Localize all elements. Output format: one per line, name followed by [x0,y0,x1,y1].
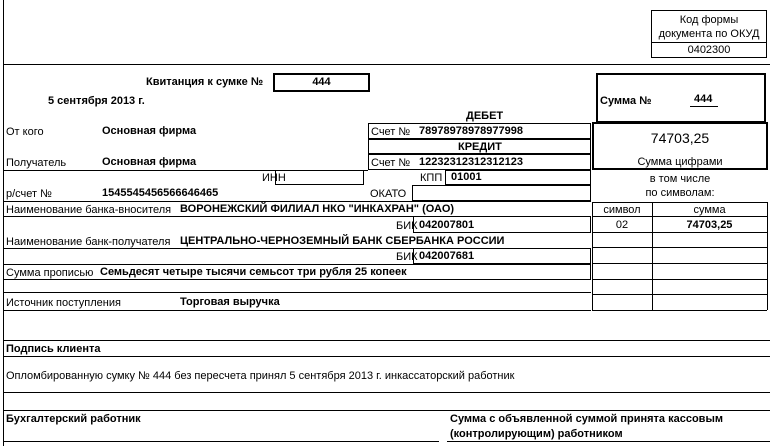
accountant-signature-line [3,441,439,442]
signature-top-rule [3,340,770,341]
okato-box [412,185,591,201]
cashier-signature-line [447,441,770,442]
recipient-label: Получатель [6,157,67,169]
recipient-value: Основная фирма [102,156,197,168]
inn-box [275,170,364,185]
okato-label: ОКАТО [370,188,407,200]
left-border [3,0,4,446]
sum-number: 444 [694,93,713,105]
amount-caption: Сумма цифрами [637,156,723,168]
words-value: Семьдесят четыре тысячи семьсот три рубля 25 копеек [100,266,407,278]
receipt-label: Квитанция к сумке № [146,76,264,88]
sealed-bag-text: Опломбированную сумку № 444 без пересчета принял 5 сентября 2013 г. инкассаторский работник [6,370,515,382]
payer-bank-value: ВОРОНЕЖСКИЙ ФИЛИАЛ НКО "ИНКАХРАН" (ОАО) [180,203,455,215]
signature-bottom-rule [3,356,770,357]
debit-header: ДЕБЕТ [466,110,504,122]
bottom-rule [3,410,770,411]
source-label: Источник поступления [6,297,121,309]
rs-value: 1545545456566646465 [102,187,219,199]
bik-label-2: БИК [396,251,418,263]
words-label: Сумма прописью [6,267,94,279]
including-line-1: в том числе [649,173,711,185]
symbol-value: 02 [615,219,629,231]
rs-label: р/счет № [6,188,52,200]
accountant-label: Бухгалтерский работник [6,413,141,425]
symbol-row-1 [592,216,767,217]
inn-label: ИНН [262,172,286,184]
amount-value: 74703,25 [650,130,710,146]
debit-account-label: Счет № [371,126,411,138]
symbol-row-3 [592,247,767,248]
credit-header: КРЕДИТ [458,141,502,153]
rs-rule [3,201,591,202]
payer-bank-label: Наименование банка-вносителя [6,204,172,216]
symbol-row-5 [592,279,767,280]
bag-number: 444 [312,76,331,88]
client-signature: Подпись клиента [6,343,101,355]
symbol-sum-header: сумма [693,204,726,216]
symbol-row-6 [592,294,767,295]
cashier-label-2: (контролирующим) работником [450,428,623,440]
receipt-date: 5 сентября 2013 г. [48,95,145,107]
cashier-label-1: Сумма с объявленной суммой принята кассовым [450,413,723,425]
source-rule [3,310,591,311]
top-rule [3,64,770,65]
symbol-header: символ [603,204,641,216]
sum-label: Сумма № [600,95,652,107]
payee-bank-label: Наименование банк-получателя [6,236,171,248]
credit-account-label: Счет № [371,157,411,169]
from-value: Основная фирма [102,125,197,137]
okud-code: 0402300 [687,44,731,56]
from-label: От кого [6,126,44,138]
bik-value-2: 042007681 [419,250,475,262]
symbol-table-right [767,202,768,310]
sealed-rule [3,392,770,393]
bik-value-1: 042007801 [419,219,475,231]
kpp-label: КПП [420,172,443,184]
symbol-row-0 [592,202,767,203]
source-value: Торговая выручка [180,296,280,308]
okud-title-1: Код формы [679,14,739,26]
symbol-row-2 [592,232,767,233]
including-line-2: по символам: [645,187,715,199]
bik-label-1: БИК [396,220,418,232]
credit-account-value: 12232312312312123 [419,156,524,168]
symbol-sum-value: 74703,25 [686,219,733,231]
payee-bank-value: ЦЕНТРАЛЬНО-ЧЕРНОЗЕМНЫЙ БАНК СБЕРБАНКА РОССИИ [180,235,505,247]
sum-number-underline [690,106,718,107]
symbol-row-7 [592,310,767,311]
okud-title-2: документа по ОКУД [658,28,760,40]
words-rule-2 [3,292,591,293]
okud-divider [651,42,767,43]
symbol-row-4 [592,263,767,264]
debit-account-value: 78978978978977998 [419,125,524,137]
kpp-value: 01001 [451,171,482,183]
